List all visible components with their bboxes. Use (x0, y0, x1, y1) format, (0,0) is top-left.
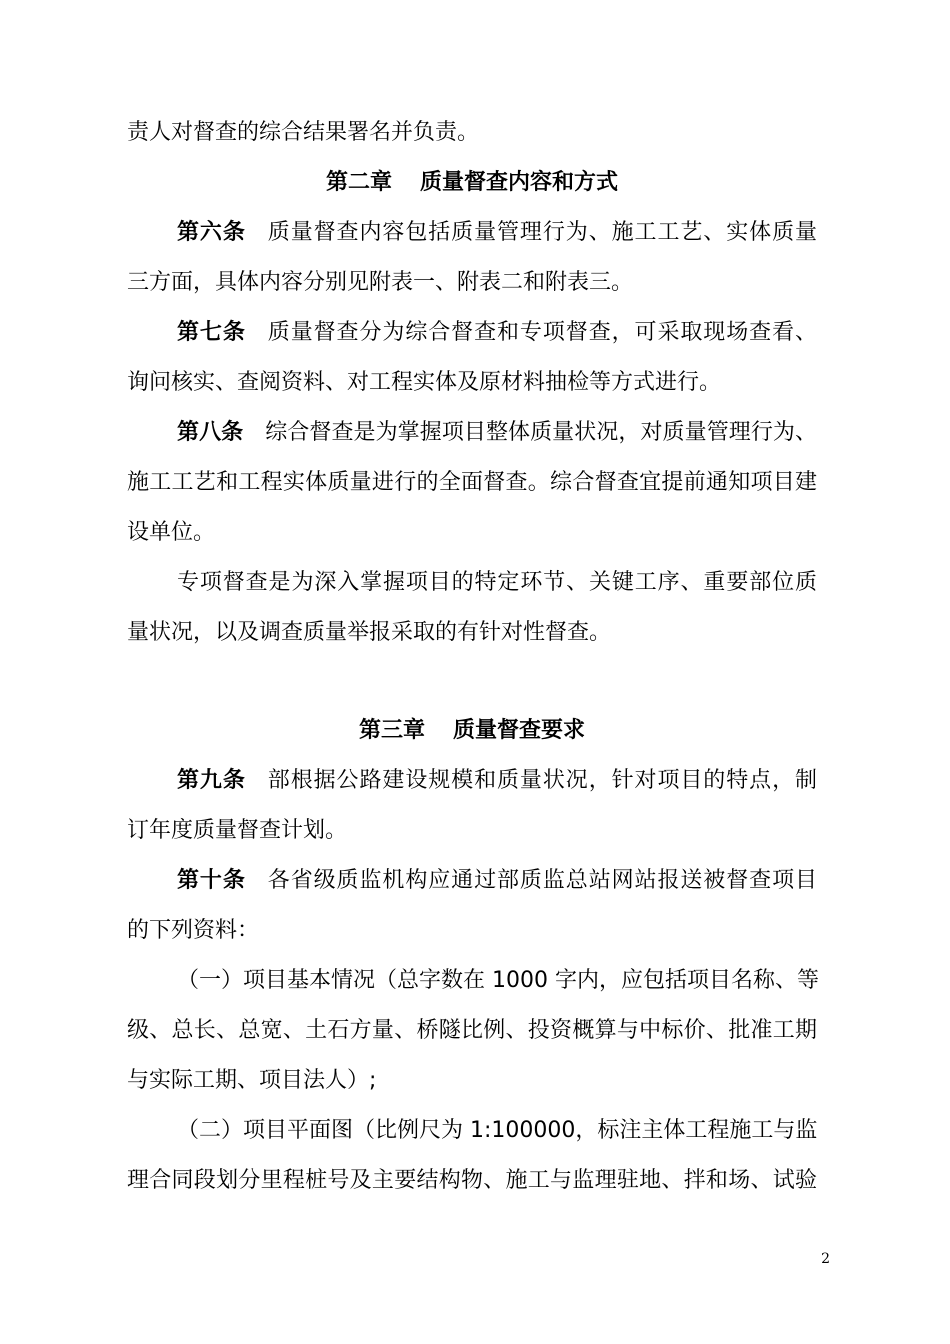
chapter-heading: 第二章 质量督查内容和方式 (325, 170, 619, 195)
page-number: 2 (821, 1251, 830, 1267)
article-6-line: 第六条 质量督查内容包括质量管理行为、施工工艺、实体质量 (177, 220, 817, 245)
paragraph-line: 专项督查是为深入掌握项目的特定环节、关键工序、重要部位质 (177, 570, 817, 595)
article-8-line: 第八条 综合督查是为掌握项目整体质量状况，对质量管理行为、 (177, 420, 817, 445)
list-item-line: （二）项目平面图（比例尺为 1:100000，标注主体工程施工与监 (177, 1118, 818, 1143)
paragraph-line: 量状况，以及调查质量举报采取的有针对性督查。 (127, 620, 612, 645)
article-9-line: 第九条 部根据公路建设规模和质量状况，针对项目的特点，制 (177, 768, 817, 793)
paragraph-line: 三方面，具体内容分别见附表一、附表二和附表三。 (127, 270, 634, 295)
list-item-line: （一）项目基本情况（总字数在 1000 字内，应包括项目名称、等 (177, 968, 819, 993)
list-item-line: 理合同段划分里程桩号及主要结构物、施工与监理驻地、拌和场、试验 (127, 1168, 817, 1193)
paragraph-line: 的下列资料： (127, 918, 260, 943)
paragraph-line: 设单位。 (127, 520, 216, 545)
list-item-line: 级、总长、总宽、土石方量、桥隧比例、投资概算与中标价、批准工期 (127, 1018, 817, 1043)
paragraph-line: 询问核实、查阅资料、对工程实体及原材料抽检等方式进行。 (127, 370, 722, 395)
article-label: 第九条 (177, 768, 246, 793)
list-item-line: 与实际工期、项目法人）; (127, 1068, 377, 1093)
paragraph-line: 施工工艺和工程实体质量进行的全面督查。综合督查宜提前通知项目建 (127, 470, 817, 495)
article-7-line: 第七条 质量督查分为综合督查和专项督查，可采取现场查看、 (177, 320, 817, 345)
article-label: 第七条 (177, 320, 246, 345)
article-10-line: 第十条 各省级质监机构应通过部质监总站网站报送被督查项目 (177, 868, 817, 893)
article-label: 第六条 (177, 220, 246, 245)
paragraph-line: 责人对督查的综合结果署名并负责。 (127, 120, 480, 145)
article-label: 第八条 (177, 420, 244, 445)
paragraph-line: 订年度质量督查计划。 (127, 818, 348, 843)
article-label: 第十条 (177, 868, 246, 893)
chapter-heading: 第三章 质量督查要求 (358, 718, 586, 743)
